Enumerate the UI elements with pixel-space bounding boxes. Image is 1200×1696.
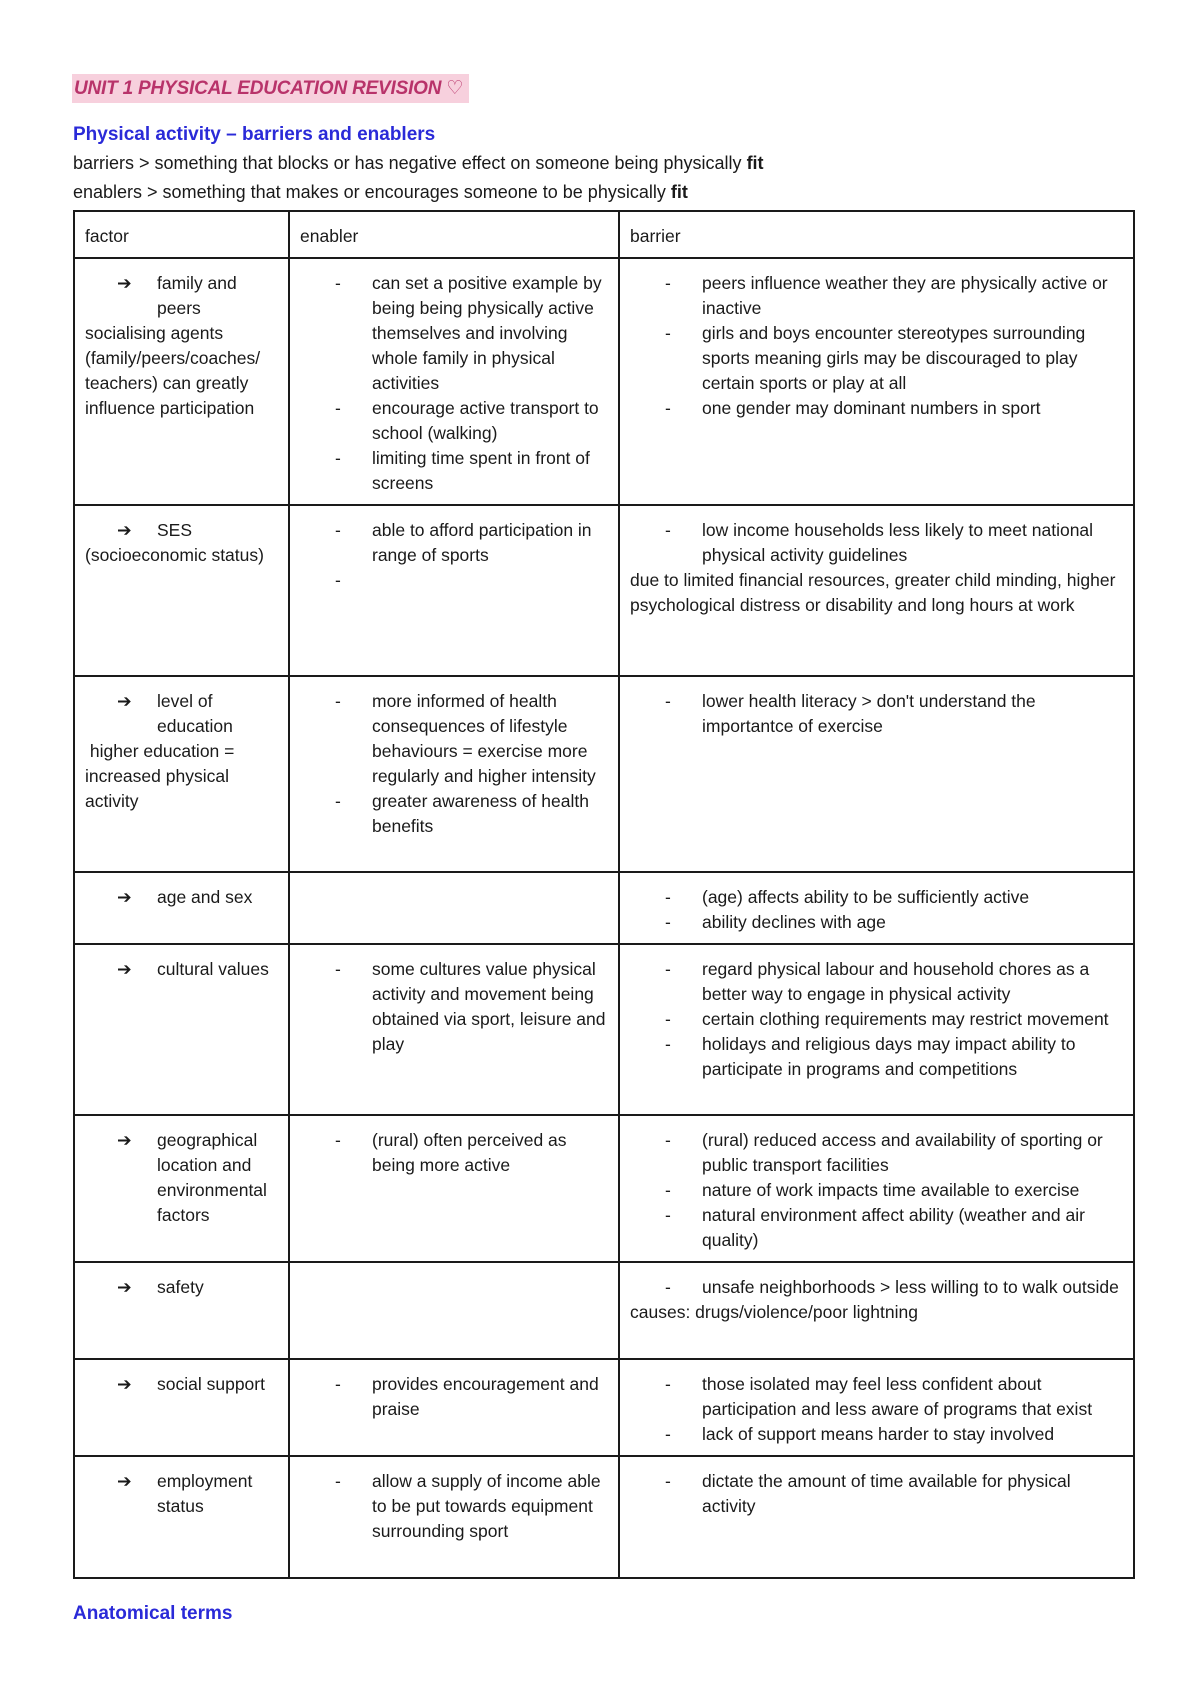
definition-bold: fit bbox=[670, 182, 688, 202]
enabler-list bbox=[300, 1372, 608, 1422]
definition-enablers bbox=[73, 182, 688, 203]
arrow-right-icon: ➔ bbox=[117, 273, 132, 293]
table-row bbox=[74, 944, 1134, 1115]
list-item: - (rural) reduced access and availability of sporting or public transport facilities bbox=[630, 1128, 1123, 1178]
enabler-list bbox=[300, 1469, 608, 1544]
enabler-cell bbox=[289, 505, 619, 676]
factor-cell bbox=[74, 258, 289, 505]
barrier-cell bbox=[619, 1456, 1134, 1578]
factor-note: (socioeconomic status) bbox=[85, 545, 264, 565]
factor-name: safety bbox=[157, 1277, 204, 1297]
factor-label bbox=[85, 1128, 278, 1228]
arrow-right-icon: ➔ bbox=[117, 520, 132, 540]
enabler-cell bbox=[289, 258, 619, 505]
enabler-cell bbox=[289, 1115, 619, 1262]
factor-cell bbox=[74, 944, 289, 1115]
list-item: - holidays and religious days may impact ability to participate in programs and competitions bbox=[630, 1032, 1123, 1082]
arrow-right-icon: ➔ bbox=[117, 1374, 132, 1394]
factor-cell bbox=[74, 676, 289, 872]
barrier-list bbox=[630, 518, 1123, 568]
arrow-right-icon: ➔ bbox=[117, 1277, 132, 1297]
factors-table bbox=[73, 210, 1135, 1579]
section-heading-anatomical-terms: Anatomical terms bbox=[73, 1603, 233, 1624]
table-row bbox=[74, 1456, 1134, 1578]
factor-cell bbox=[74, 505, 289, 676]
definition-barriers bbox=[73, 153, 764, 174]
barrier-note: causes: drugs/violence/poor lightning bbox=[630, 1302, 918, 1322]
header-factor: factor bbox=[74, 211, 289, 258]
arrow-right-icon: ➔ bbox=[117, 1471, 132, 1491]
factor-name: SES bbox=[157, 520, 193, 540]
factor-label bbox=[85, 957, 278, 982]
enabler-cell bbox=[289, 1359, 619, 1456]
list-item: - able to afford participation in range of sports bbox=[300, 518, 608, 568]
list-item: - dictate the amount of time available for physical activity bbox=[630, 1469, 1123, 1519]
factor-note: higher education = increased physical activity bbox=[85, 741, 240, 811]
enabler-list bbox=[300, 518, 608, 593]
barrier-list bbox=[630, 1275, 1123, 1300]
table-row bbox=[74, 1262, 1134, 1359]
factor-cell bbox=[74, 1115, 289, 1262]
factor-label bbox=[85, 518, 278, 543]
arrow-right-icon: ➔ bbox=[117, 887, 132, 907]
barrier-list bbox=[630, 1372, 1123, 1447]
enabler-cell bbox=[289, 1456, 619, 1578]
arrow-right-icon: ➔ bbox=[117, 959, 132, 979]
list-item: - encourage active transport to school (walking) bbox=[300, 396, 608, 446]
list-item: - some cultures value physical activity and movement being obtained via sport, leisure and play bbox=[300, 957, 608, 1057]
factor-cell bbox=[74, 1456, 289, 1578]
list-item: - unsafe neighborhoods > less willing to to walk outside bbox=[630, 1275, 1123, 1300]
table-row bbox=[74, 676, 1134, 872]
enabler-cell bbox=[289, 676, 619, 872]
barrier-cell bbox=[619, 1262, 1134, 1359]
definition-text: barriers > something that blocks or has negative effect on someone being physically bbox=[73, 153, 747, 173]
list-item: - greater awareness of health benefits bbox=[300, 789, 608, 839]
header-barrier: barrier bbox=[619, 211, 1134, 258]
list-item: - can set a positive example by being being physically active themselves and involving whole family in physical activities bbox=[300, 271, 608, 396]
list-item: - regard physical labour and household chores as a better way to engage in physical activity bbox=[630, 957, 1123, 1007]
factor-name: geographical location and environmental factors bbox=[157, 1130, 267, 1225]
list-item: - natural environment affect ability (weather and air quality) bbox=[630, 1203, 1123, 1253]
enabler-list bbox=[300, 271, 608, 496]
table-row bbox=[74, 872, 1134, 944]
list-item: - girls and boys encounter stereotypes surrounding sports meaning girls may be discouraged to play certain sports or play at all bbox=[630, 321, 1123, 396]
enabler-list bbox=[300, 1128, 608, 1178]
table-row bbox=[74, 505, 1134, 676]
list-item: - (age) affects ability to be sufficiently active bbox=[630, 885, 1123, 910]
list-item: - allow a supply of income able to be put towards equipment surrounding sport bbox=[300, 1469, 608, 1544]
factor-name: family and peers bbox=[157, 273, 237, 318]
barrier-cell bbox=[619, 505, 1134, 676]
barrier-list bbox=[630, 271, 1123, 421]
list-item: - limiting time spent in front of screens bbox=[300, 446, 608, 496]
factor-label bbox=[85, 271, 278, 321]
factor-label bbox=[85, 689, 278, 739]
table-row bbox=[74, 1115, 1134, 1262]
enabler-cell bbox=[289, 944, 619, 1115]
list-item: - lower health literacy > don't understand the importantce of exercise bbox=[630, 689, 1123, 739]
barrier-list bbox=[630, 689, 1123, 739]
factor-label bbox=[85, 1469, 278, 1519]
list-item: - those isolated may feel less confident about participation and less aware of programs that exist bbox=[630, 1372, 1123, 1422]
factor-name: cultural values bbox=[157, 959, 269, 979]
table-row bbox=[74, 1359, 1134, 1456]
barrier-cell bbox=[619, 1115, 1134, 1262]
arrow-right-icon: ➔ bbox=[117, 691, 132, 711]
list-item: - more informed of health consequences of lifestyle behaviours = exercise more regularly and higher intensity bbox=[300, 689, 608, 789]
list-item: - (rural) often perceived as being more active bbox=[300, 1128, 608, 1178]
list-item: - lack of support means harder to stay involved bbox=[630, 1422, 1123, 1447]
barrier-cell bbox=[619, 1359, 1134, 1456]
barrier-cell bbox=[619, 258, 1134, 505]
list-item: - ability declines with age bbox=[630, 910, 1123, 935]
factor-note: socialising agents (family/peers/coaches/ teachers) can greatly influence participation bbox=[85, 323, 265, 418]
table-row bbox=[74, 258, 1134, 505]
definition-bold: fit bbox=[746, 153, 764, 173]
factor-label bbox=[85, 1275, 278, 1300]
barrier-list bbox=[630, 957, 1123, 1082]
factor-cell bbox=[74, 1359, 289, 1456]
list-item: - provides encouragement and praise bbox=[300, 1372, 608, 1422]
table-header-row bbox=[74, 211, 1134, 258]
list-item: - low income households less likely to meet national physical activity guidelines bbox=[630, 518, 1123, 568]
barrier-note: due to limited financial resources, greater child minding, higher psychological distress or disability and long hours at work bbox=[630, 570, 1116, 615]
list-item: - peers influence weather they are physically active or inactive bbox=[630, 271, 1123, 321]
enabler-cell bbox=[289, 1262, 619, 1359]
factor-cell bbox=[74, 872, 289, 944]
barrier-cell bbox=[619, 944, 1134, 1115]
enabler-list bbox=[300, 689, 608, 839]
list-item: - certain clothing requirements may restrict movement bbox=[630, 1007, 1123, 1032]
page-title: UNIT 1 PHYSICAL EDUCATION REVISION ♡ bbox=[72, 74, 469, 103]
list-item: - nature of work impacts time available to exercise bbox=[630, 1178, 1123, 1203]
factor-label bbox=[85, 1372, 278, 1397]
definition-text: enablers > something that makes or encourages someone to be physically bbox=[73, 182, 671, 202]
barrier-list bbox=[630, 885, 1123, 935]
arrow-right-icon: ➔ bbox=[117, 1130, 132, 1150]
factor-name: age and sex bbox=[157, 887, 253, 907]
factor-label bbox=[85, 885, 278, 910]
factor-name: social support bbox=[157, 1374, 265, 1394]
factor-cell bbox=[74, 1262, 289, 1359]
factor-name: employment status bbox=[157, 1471, 253, 1516]
list-item: - one gender may dominant numbers in sport bbox=[630, 396, 1123, 421]
factor-name: level of education bbox=[157, 691, 233, 736]
barrier-list bbox=[630, 1469, 1123, 1519]
enabler-list bbox=[300, 957, 608, 1057]
enabler-cell bbox=[289, 872, 619, 944]
barrier-cell bbox=[619, 872, 1134, 944]
barrier-list bbox=[630, 1128, 1123, 1253]
barrier-cell bbox=[619, 676, 1134, 872]
header-enabler: enabler bbox=[289, 211, 619, 258]
list-item bbox=[300, 568, 608, 593]
section-heading-barriers-enablers: Physical activity – barriers and enablers bbox=[73, 124, 436, 145]
